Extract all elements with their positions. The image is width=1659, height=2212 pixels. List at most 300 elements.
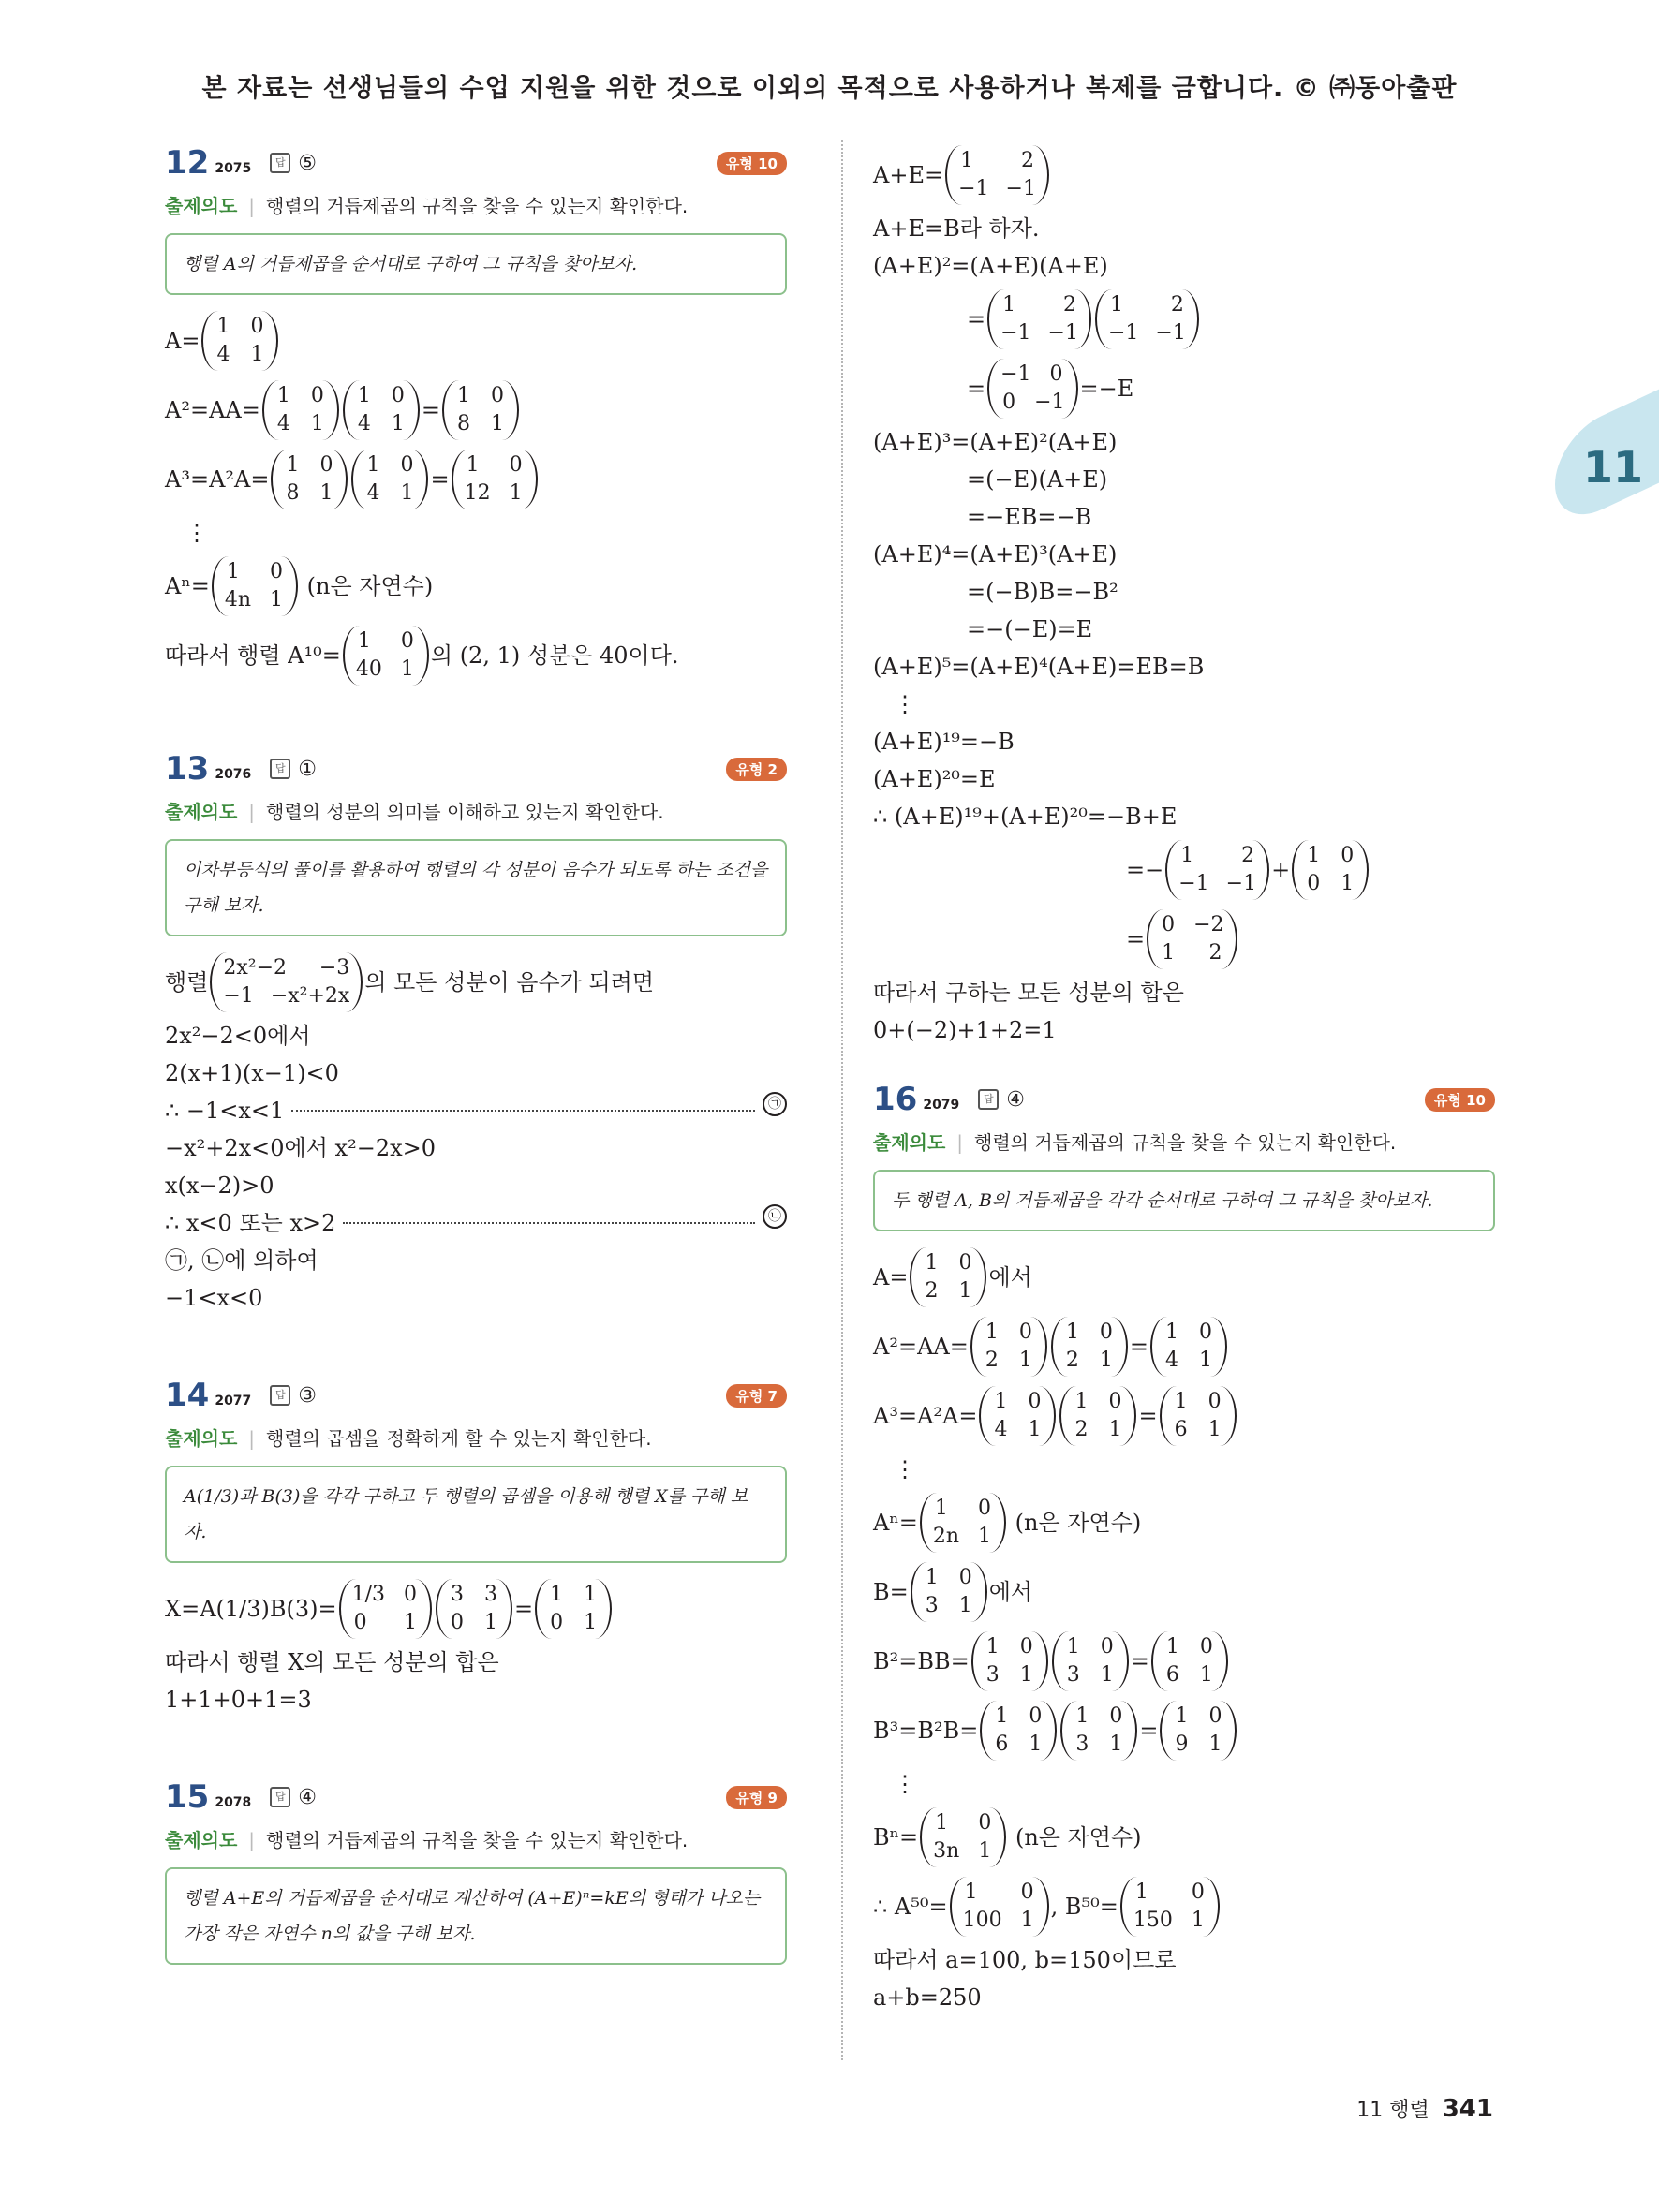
matrix-entry: 1	[1109, 293, 1123, 317]
problem-15	[165, 1775, 787, 1965]
matrix-entry: 1	[1164, 1320, 1178, 1344]
matrix-entry: 1	[226, 560, 240, 583]
intent-separator: |	[248, 801, 256, 823]
matrix-entry: 0	[509, 453, 523, 477]
step	[873, 1488, 1495, 1557]
matrix-row	[548, 1609, 599, 1637]
matrix-entry: 1	[1074, 1390, 1089, 1413]
matrix	[262, 380, 339, 440]
matrix	[1147, 909, 1237, 969]
step	[873, 1872, 1495, 1941]
matrix-entry: 1	[960, 149, 974, 172]
matrix-entry: 1	[1180, 844, 1194, 867]
matrix-row	[963, 1879, 1036, 1907]
step	[165, 376, 787, 445]
solution-steps	[165, 306, 787, 690]
matrix-entry: 1	[978, 1525, 991, 1548]
hint-box: 이차부등식의 풀이를 활용하여 행렬의 각 성분이 음수가 되도록 하는 조건을 구해 보자.	[165, 839, 787, 936]
matrix-row	[223, 954, 349, 982]
matrix	[1160, 1701, 1237, 1761]
matrix-entry: 4	[216, 343, 230, 366]
expr: =	[1138, 1403, 1158, 1429]
matrix-entry: 1	[985, 1635, 1000, 1659]
matrix-row	[1000, 361, 1064, 389]
expr: ∴ −1<x<1	[165, 1098, 285, 1124]
step	[873, 835, 1495, 905]
matrix-entry: 0	[451, 1611, 465, 1634]
expr: A²=AA=	[873, 1334, 969, 1360]
matrix-entry: 2	[985, 1349, 999, 1372]
matrix-row	[1064, 1347, 1115, 1375]
matrix-entry: 1	[935, 1811, 949, 1835]
matrix-row	[215, 341, 265, 369]
matrix-entry: 0	[1109, 1704, 1123, 1728]
matrix-entry: 1	[1029, 1733, 1043, 1756]
matrix-entry: 0	[400, 453, 414, 477]
expr: B=	[873, 1579, 909, 1605]
matrix	[945, 145, 1049, 205]
step	[165, 514, 787, 552]
type-badge: 유형 7	[726, 1384, 787, 1408]
expr: Bⁿ=	[873, 1824, 919, 1851]
matrix-row	[1108, 319, 1186, 347]
matrix-entry: 2	[1062, 293, 1076, 317]
problem-header	[873, 1077, 1495, 1122]
expr: =	[1130, 1648, 1149, 1674]
matrix-row	[985, 1661, 1035, 1689]
matrix	[1059, 1386, 1136, 1446]
matrix-entry: −1	[1000, 362, 1031, 386]
page-footer	[1356, 2094, 1493, 2123]
matrix-entry: 3	[1066, 1663, 1080, 1687]
matrix-entry: 0	[1019, 1635, 1033, 1659]
answer-choice: ③	[298, 1383, 318, 1408]
matrix	[271, 450, 348, 509]
matrix-row	[1160, 939, 1223, 967]
expr: (n은 자연수)	[1015, 1510, 1142, 1536]
step	[873, 140, 1495, 210]
matrix	[971, 1631, 1048, 1691]
intent-label: 출제의도	[165, 1829, 238, 1851]
step	[873, 1243, 1495, 1312]
matrix-entry: 0	[270, 560, 283, 583]
step: ⋮	[894, 1456, 916, 1482]
matrix-entry: 0	[1028, 1390, 1042, 1413]
step: (A+E)⁴=(A+E)³(A+E)	[873, 541, 1118, 568]
step	[873, 1696, 1495, 1765]
matrix-entry: −1	[1005, 177, 1036, 200]
problem-code: 2076	[215, 767, 252, 782]
matrix-entry: 1	[1165, 1635, 1179, 1659]
matrix	[1151, 1631, 1228, 1691]
expr: =−	[1126, 857, 1164, 883]
matrix-entry: 0	[1207, 1390, 1222, 1413]
matrix-entry: 2	[1241, 844, 1255, 867]
step: 따라서 행렬 X의 모든 성분의 합은	[165, 1649, 499, 1675]
expr: =	[421, 397, 440, 423]
matrix-entry: 1	[357, 384, 371, 407]
matrix-entry: 1	[286, 453, 300, 477]
intent-line	[165, 797, 787, 824]
matrix-entry: 1	[270, 588, 283, 612]
matrix-row	[548, 1581, 599, 1609]
step: A+E=B라 하자.	[873, 215, 1040, 242]
answer-choice: ⑤	[298, 151, 318, 175]
step: ∴ (A+E)¹⁹+(A+E)²⁰=−B+E	[873, 804, 1178, 830]
expr: , B⁵⁰=	[1050, 1894, 1118, 1920]
matrix-row	[1178, 870, 1256, 898]
step	[873, 1381, 1495, 1451]
matrix-entry: 1	[1134, 1880, 1148, 1904]
matrix-row	[455, 382, 506, 410]
matrix-entry: 0	[1049, 362, 1063, 386]
matrix-row	[225, 586, 285, 614]
label-marker: ㉠	[763, 1092, 787, 1116]
matrix-row	[1073, 1416, 1123, 1444]
step: a+b=250	[873, 1984, 982, 2011]
matrix-entry: −1	[223, 984, 254, 1008]
matrix-entry: 0	[400, 629, 414, 653]
answer-icon: 답	[270, 153, 290, 173]
expr: Aⁿ=	[873, 1510, 918, 1536]
step	[165, 1574, 787, 1644]
intent-separator: |	[248, 1829, 256, 1851]
matrix-entry: 1	[584, 1611, 598, 1634]
matrix-row	[984, 1347, 1034, 1375]
matrix-entry: 1	[1066, 1635, 1080, 1659]
intent-label: 출제의도	[165, 801, 238, 823]
matrix-entry: 0	[1018, 1320, 1032, 1344]
matrix-row	[1065, 1661, 1116, 1689]
matrix-entry: 1	[958, 1594, 972, 1617]
matrix-entry: 0	[1020, 1880, 1034, 1904]
expr: 에서	[988, 1264, 1032, 1290]
matrix	[436, 1579, 512, 1639]
matrix-row	[963, 1907, 1036, 1935]
matrix-entry: 3	[1075, 1733, 1089, 1756]
step	[873, 1627, 1495, 1696]
matrix-entry: −3	[318, 956, 350, 980]
matrix	[911, 1562, 987, 1622]
matrix-entry: 1	[400, 657, 414, 681]
matrix-entry: 1	[1020, 1909, 1034, 1932]
matrix-entry: 2	[925, 1279, 939, 1303]
matrix-row	[1173, 1416, 1223, 1444]
matrix-entry: 0	[1191, 1880, 1205, 1904]
matrix-row	[1164, 1633, 1215, 1661]
matrix-entry: 1	[1018, 1349, 1032, 1372]
spacer	[873, 1049, 1495, 1077]
leader-dots	[291, 1110, 755, 1112]
matrix-entry: 0	[404, 1583, 418, 1606]
intent-label: 출제의도	[165, 195, 238, 217]
matrix-entry: 2x²−2	[223, 956, 288, 980]
matrix-row	[958, 147, 1036, 175]
matrix-row	[1305, 842, 1355, 870]
matrix	[1160, 1386, 1237, 1446]
matrix-entry: 1/3	[351, 1583, 386, 1606]
matrix-row	[933, 1837, 993, 1865]
matrix-row	[284, 451, 334, 479]
intent-separator: |	[956, 1131, 964, 1154]
intent-line	[165, 1423, 787, 1451]
spacer	[165, 1317, 787, 1373]
problem-number: 12	[165, 144, 210, 182]
hint-box: 행렬 A의 거듭제곱을 순서대로 구하여 그 규칙을 찾아보자.	[165, 233, 787, 295]
matrix-entry: 6	[1174, 1418, 1188, 1441]
matrix-entry: 0	[978, 1497, 991, 1520]
matrix-entry: 1	[357, 629, 371, 653]
step: −1<x<0	[165, 1285, 263, 1311]
matrix	[910, 1247, 986, 1307]
matrix	[343, 626, 429, 686]
matrix-entry: −1	[1178, 872, 1209, 895]
copyright-banner: 본 자료는 선생님들의 수업 지원을 위한 것으로 이외의 목적으로 사용하거나 복제를 금합니다. © ㈜동아출판	[201, 74, 1458, 103]
matrix-row	[225, 558, 285, 586]
problem-header	[165, 1775, 787, 1820]
matrix	[339, 1579, 432, 1639]
matrix-entry: 1	[1198, 1349, 1212, 1372]
matrix-row	[356, 410, 407, 438]
step	[873, 1803, 1495, 1872]
problem-number: 14	[165, 1377, 210, 1414]
problem-12	[165, 140, 787, 690]
matrix-entry: 1	[925, 1251, 939, 1275]
matrix	[1095, 289, 1199, 349]
matrix-entry: 40	[355, 657, 382, 681]
matrix-entry: 0	[319, 453, 333, 477]
matrix-row	[1164, 1661, 1215, 1689]
type-badge: 유형 10	[717, 152, 787, 175]
expr: X=A(1/3)B(3)=	[165, 1596, 337, 1622]
matrix-entry: 2	[1208, 941, 1222, 965]
type-badge: 유형 2	[726, 758, 787, 781]
intent-separator: |	[248, 195, 256, 217]
matrix-entry: 4n	[224, 588, 251, 612]
matrix-entry: 0	[391, 384, 405, 407]
matrix-entry: 4	[1164, 1349, 1178, 1372]
matrix-row	[356, 382, 407, 410]
matrix-entry: 1	[391, 412, 405, 435]
page-number: 341	[1442, 2095, 1493, 2123]
matrix-entry: 1	[1099, 1349, 1113, 1372]
step	[165, 306, 787, 376]
matrix-entry: 0	[1162, 913, 1176, 936]
matrix	[210, 952, 363, 1012]
matrix-entry: 3	[925, 1594, 939, 1617]
matrix-row	[364, 451, 415, 479]
matrix-entry: 1	[466, 453, 480, 477]
problem-header	[165, 140, 787, 185]
step	[873, 1557, 1495, 1627]
matrix-entry: 8	[456, 412, 470, 435]
matrix-entry: 1	[404, 1611, 418, 1634]
matrix-entry: 0	[978, 1811, 992, 1835]
matrix-row	[984, 1319, 1034, 1347]
matrix-entry: 1	[964, 1880, 978, 1904]
matrix-row	[352, 1581, 419, 1609]
matrix-entry: 0	[250, 315, 264, 338]
matrix-entry: 1	[1307, 844, 1321, 867]
matrix-row	[992, 1416, 1043, 1444]
expr: =	[514, 1596, 534, 1622]
matrix-row	[923, 1249, 973, 1277]
matrix-row	[1160, 911, 1223, 939]
matrix-entry: 3n	[933, 1839, 960, 1863]
matrix-row	[993, 1731, 1044, 1759]
intent-label: 출제의도	[873, 1131, 946, 1154]
matrix-entry: 9	[1175, 1733, 1189, 1756]
answer-choice: ①	[298, 757, 318, 781]
column-divider	[841, 140, 843, 2060]
matrix-row	[1133, 1879, 1207, 1907]
problem-header	[165, 746, 787, 791]
matrix-entry: 1	[1191, 1909, 1205, 1932]
matrix	[201, 311, 278, 371]
footer-chapter: 11 행렬	[1356, 2099, 1429, 2122]
matrix-entry: 1	[1175, 1704, 1189, 1728]
matrix-entry: 1	[456, 384, 470, 407]
intent-text: 행렬의 곱셈을 정확하게 할 수 있는지 확인한다.	[266, 1427, 652, 1450]
matrix-entry: 6	[1165, 1663, 1179, 1687]
matrix-entry: 100	[962, 1909, 1002, 1932]
step: 따라서 a=100, b=150이므로	[873, 1947, 1177, 1973]
expr: B²=BB=	[873, 1648, 970, 1674]
matrix-entry: 1	[1028, 1418, 1042, 1441]
answer-icon: 답	[270, 1385, 290, 1406]
matrix	[452, 450, 538, 509]
matrix	[1150, 1317, 1227, 1377]
step	[165, 948, 787, 1017]
step	[165, 1204, 787, 1242]
expr: =	[967, 306, 986, 332]
matrix-row	[1065, 1633, 1116, 1661]
matrix-row	[1305, 870, 1355, 898]
expr: A³=A²A=	[873, 1403, 978, 1429]
matrix-entry: 1	[1341, 872, 1355, 895]
matrix-entry: 0	[1100, 1635, 1114, 1659]
step: 0+(−2)+1+2=1	[873, 1017, 1057, 1043]
matrix-row	[1074, 1731, 1124, 1759]
matrix-entry: 1	[1108, 1418, 1122, 1441]
matrix-entry: 1	[958, 1279, 972, 1303]
intent-separator: |	[248, 1427, 256, 1450]
step: 따라서 구하는 모든 성분의 합은	[873, 980, 1184, 1006]
expr: 의 (2, 1) 성분은 40이다.	[430, 642, 679, 669]
hint-box: 행렬 A+E의 거듭제곱을 순서대로 계산하여 (A+E)ⁿ=kE의 형태가 나오는 가장 작은 자연수 n의 값을 구해 보자.	[165, 1867, 787, 1965]
matrix-entry: 1	[584, 1583, 598, 1606]
matrix-row	[1163, 1347, 1214, 1375]
expr: A=	[165, 328, 200, 354]
matrix-row	[1173, 1703, 1223, 1731]
matrix-row	[958, 175, 1036, 203]
matrix	[920, 1807, 1006, 1867]
problem-number: 16	[873, 1081, 918, 1118]
matrix-entry: 1	[995, 1704, 1009, 1728]
answer-icon: 답	[270, 1787, 290, 1807]
step: ⋮	[894, 691, 916, 717]
matrix-entry: 0	[550, 1611, 564, 1634]
problem-code: 2078	[215, 1795, 252, 1810]
matrix-entry: 1	[216, 315, 230, 338]
step	[165, 445, 787, 514]
vertical-dots: ⋮	[185, 520, 208, 546]
spacer	[165, 690, 787, 746]
matrix	[351, 450, 428, 509]
matrix-entry: −2	[1193, 913, 1224, 936]
problem-code: 2075	[215, 161, 252, 176]
matrix-entry: 0	[1341, 844, 1355, 867]
matrix-entry: 4	[994, 1418, 1008, 1441]
matrix-entry: −1	[958, 177, 989, 200]
matrix-row	[985, 1633, 1035, 1661]
matrix-entry: 1	[400, 481, 414, 505]
type-badge: 유형 10	[1425, 1088, 1495, 1112]
matrix-entry: 1	[310, 412, 324, 435]
spacer	[165, 1718, 787, 1775]
chapter-tab-label: 11	[1583, 442, 1644, 493]
matrix-row	[1173, 1731, 1223, 1759]
problem-13	[165, 746, 787, 1317]
matrix-entry: 3	[451, 1583, 465, 1606]
matrix-entry: 1	[550, 1583, 564, 1606]
matrix-entry: 0	[1199, 1635, 1213, 1659]
matrix-entry: 0	[353, 1611, 367, 1634]
matrix-row	[455, 410, 506, 438]
matrix	[987, 359, 1077, 419]
step: 2(x+1)(x−1)<0	[165, 1060, 339, 1086]
matrix-row	[275, 410, 326, 438]
matrix-row	[1173, 1388, 1223, 1416]
step: =(−E)(A+E)	[967, 466, 1108, 493]
expr: =−E	[1079, 376, 1134, 402]
matrix-entry: 0	[1307, 872, 1321, 895]
expr: +	[1271, 857, 1291, 883]
matrix-entry: 0	[1029, 1704, 1043, 1728]
problem-code: 2079	[923, 1098, 960, 1113]
matrix-entry: 0	[490, 384, 504, 407]
matrix-entry: 0	[1198, 1320, 1212, 1344]
matrix-entry: 1	[934, 1497, 948, 1520]
matrix-row	[1074, 1703, 1124, 1731]
matrix-entry: 1	[1002, 293, 1016, 317]
step	[873, 285, 1495, 354]
expr: (n은 자연수)	[306, 573, 434, 599]
matrix	[343, 380, 420, 440]
matrix	[1165, 840, 1269, 900]
expr: 따라서 행렬 A¹⁰=	[165, 642, 341, 669]
intent-text: 행렬의 거듭제곱의 규칙을 찾을 수 있는지 확인한다.	[266, 1829, 689, 1851]
matrix	[535, 1579, 612, 1639]
matrix	[970, 1317, 1047, 1377]
matrix-entry: 1	[1109, 1733, 1123, 1756]
matrix-row	[465, 451, 525, 479]
matrix-entry: 2	[1020, 149, 1034, 172]
step: (A+E)²⁰=E	[873, 766, 996, 792]
intent-text: 행렬의 성분의 의미를 이해하고 있는지 확인한다.	[266, 801, 664, 823]
matrix-row	[923, 1277, 973, 1305]
matrix-entry: 3	[484, 1583, 498, 1606]
matrix	[1052, 1631, 1129, 1691]
matrix-row	[924, 1592, 974, 1620]
matrix-row	[1178, 842, 1256, 870]
matrix-entry: 3	[985, 1663, 1000, 1687]
matrix-entry: 4	[276, 412, 290, 435]
matrix-entry: 0	[1208, 1704, 1222, 1728]
matrix-row	[352, 1609, 419, 1637]
matrix	[1051, 1317, 1128, 1377]
expr: B³=B²B=	[873, 1718, 979, 1744]
